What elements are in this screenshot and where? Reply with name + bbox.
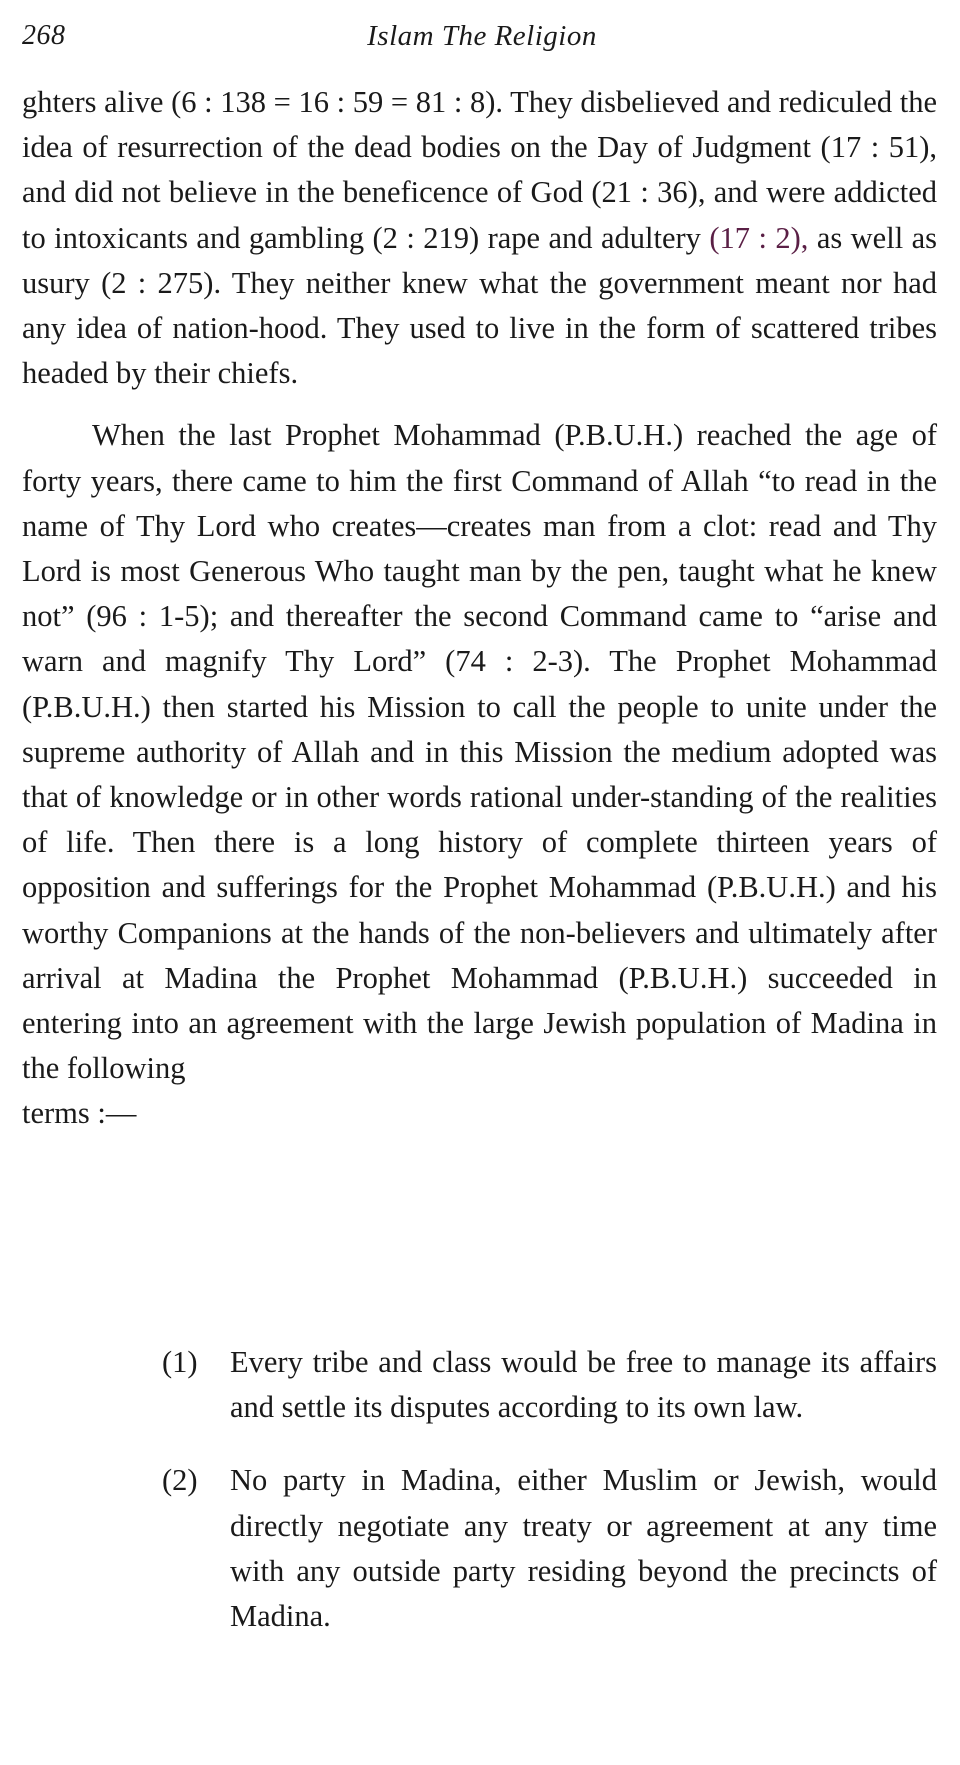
term-item-1 [162, 1340, 937, 1430]
paragraph-1-text-b: as well as usury (2 : 275). They neither knew what the government meant nor had any idea of nation-hood. They used to live in the form of scattered tribes headed by their chiefs. [22, 220, 938, 391]
quran-reference-highlight: (17 : 2), [709, 220, 809, 255]
terms-intro [22, 1091, 937, 1136]
paragraph-continued [22, 80, 937, 396]
term-number: (2) [162, 1463, 198, 1498]
terms-intro-text: terms :— [22, 1096, 137, 1131]
paragraph-prophet-mission [22, 413, 937, 1091]
book-title: Islam The Religion [367, 20, 597, 52]
page-number: 268 [22, 20, 66, 51]
term-text: Every tribe and class would be free to manage its affairs and settle its disputes according to its own law. [230, 1345, 937, 1425]
paragraph-1-text-a: ghters alive (6 : 138 = 16 : 59 = 81 : 8). They disbelieved and rediculed the idea of resurrection of the dead bodies on the Day of Judgment (17 : 51), and did not believe in the beneficence of God (21 : 36), and were addicted to intoxicants and gambling (2 : 219) rape and adultery [22, 85, 937, 255]
agreement-terms-list [162, 1340, 937, 1639]
term-item-2 [162, 1458, 937, 1639]
term-text: No party in Madina, either Muslim or Jewish, would directly negotiate any treaty or agreement at any time with any outside party residing beyond the precincts of Madina. [230, 1463, 937, 1634]
body-text [22, 80, 937, 1137]
term-number: (1) [162, 1345, 198, 1379]
paragraph-2-text: When the last Prophet Mohammad (P.B.U.H.) reached the age of forty years, there came to him the first Command of Allah “to read in the name of Thy Lord who creates—creates man from a clot: read and Thy Lord is most Generous Who taught man by the pen, taught what he knew not” (96 : 1-5); and thereafter the second Command came to “arise and warn and magnify Thy Lord” (74 : 2-3). The Prophet Mohammad (P.B.U.H.) then started his Mission to call the people to unite under the supreme authority of Allah and in this Mission the medium adopted was that of knowledge or in other words rational under-standing of the realities of life. Then there is a long history of complete thirteen years of opposition and sufferings for the Prophet Mohammad (P.B.U.H.) and his worthy Companions at the hands of the non-believers and ultimately after arrival at Madina the Prophet Mohammad (P.B.U.H.) succeeded in entering into an agreement with the large Jewish population of Madina in the following [22, 418, 937, 1086]
running-head [22, 14, 942, 58]
